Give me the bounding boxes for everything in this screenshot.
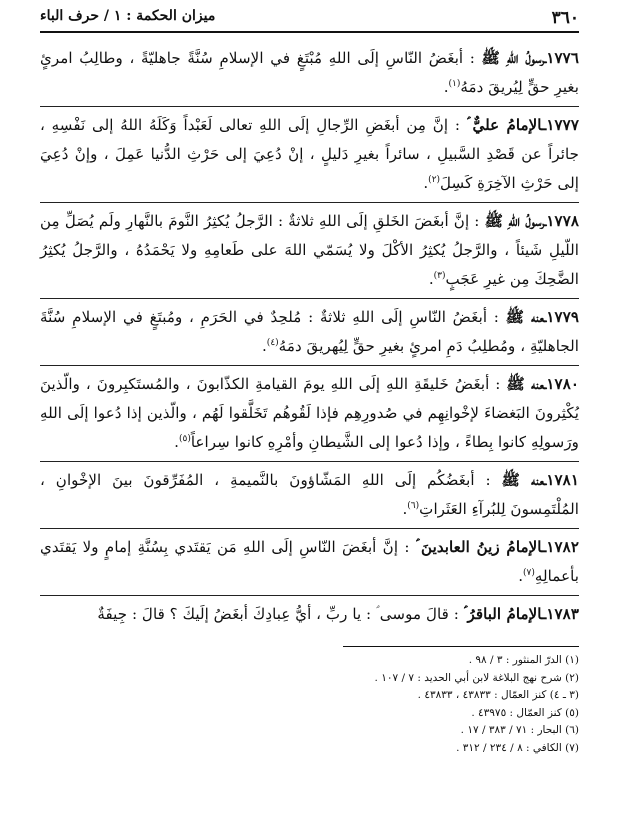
hadith-end: . <box>443 78 449 96</box>
hadith-speaker: الإمامُ عليٌّ ؑ <box>466 116 542 134</box>
page-number: ٣٦٠ <box>551 8 579 28</box>
hadith-entry <box>40 600 579 629</box>
hadith-text: : أبغَضُ خَليقَةِ اللهِ إلَى اللهِ يومَ القيامةِ الكذّابونَ ، والمُستَكبِرونَ ، والّذينَ يُكْثِرونَ البَغضاءَ لإخْوانِهِم في صُدورِهِم فإذا لَقُوهُم تَخَلَّقوا لَهُم ، والّذين إذا دُعوا إلَى اللهِ ورَسولِهِ كانوا بِطاءً ، وإذا دُعوا إلى الشَّيطانِ وأمْرِهِ كانوا سِراعاً <box>40 375 579 451</box>
footnote: (٣ ـ ٤) كنز العمّال : ٤٣٨٣٣ ، ٤٣٨٣٣ . <box>417 689 579 702</box>
entry-divider <box>40 528 579 529</box>
hadith-text: : إنَّ مِن أبغَضِ الرِّجالِ إلَى اللهِ تعالى لَعَبْداً وَكَلَهُ اللهُ إلى نَفْسِهِ ، جائراً عن قَصْدِ السَّبيلِ ، سائراً بغيرِ دَليلٍ ، إنْ دُعِيَ إلى حَرْثِ الدُّنيا عَمِلَ ، وإنْ دُعِيَ إلى حَرْثِ الآخِرَةِ كَسِلَ <box>40 116 579 192</box>
hadith-end: . <box>174 433 179 451</box>
footnote-marker: (٦) <box>407 500 420 511</box>
hadith-entry <box>40 466 579 524</box>
hadith-end: . <box>402 500 408 518</box>
footnote: (٧) الكافي : ٨ / ٢٣٤ / ٣١٢ . <box>456 741 579 754</box>
footnote-marker: (٣) <box>433 270 446 281</box>
hadith-entry <box>40 111 579 198</box>
hadith-text: : قالَ موسى ؑ : يا ربِّ ، أيُّ عِبادِكَ أبغَضُ إلَيكَ ؟ قالَ : جِيفَةٌ <box>97 605 459 623</box>
hadith-speaker: رسولُ اللهِ ﷺ <box>481 49 545 67</box>
hadith-text: : إنَّ أبغَضَ النّاسِ إلَى اللهِ مَن يَقتَدي بِسُنَّةِ إمامٍ ولا يَقتَدي بأعمالِهِ <box>40 538 579 585</box>
hadith-number: ١٧٨٠ـ <box>544 375 580 393</box>
footnote-marker: (١) <box>448 78 461 89</box>
hadith-entry <box>40 303 579 361</box>
hadith-entry <box>40 44 579 102</box>
entry-divider <box>40 365 579 366</box>
footnote: (٥) كنز العمّال : ٤٣٩٧٥ . <box>471 706 579 719</box>
hadith-number: ١٧٨٣ـ <box>541 605 579 623</box>
footnote-marker: (٢) <box>428 174 441 185</box>
entry-divider <box>40 106 579 107</box>
hadith-text: : أبغَضُكُم إلَى اللهِ المَشّاؤونَ بالنَّميمةِ ، المُفَرِّقونَ بينَ الإخْوانِ ، المُلْتَمِسونَ لِلبُرآءِ العَثَراتِ <box>40 471 579 518</box>
hadith-number: ١٧٧٨ـ <box>544 212 580 230</box>
page-header <box>40 6 579 34</box>
hadith-speaker: عنه ﷺ <box>501 471 545 489</box>
hadith-speaker: عنه ﷺ <box>506 375 545 393</box>
hadith-speaker: الإمامُ زينُ العابدينَ ؑ <box>415 538 542 556</box>
hadith-number: ١٧٨٢ـ <box>541 538 579 556</box>
footnote-marker: (٧) <box>523 567 535 578</box>
footnote-marker: (٥) <box>178 433 191 444</box>
hadith-entry <box>40 370 579 457</box>
footnote-marker: (٤) <box>266 337 279 348</box>
header-divider <box>40 31 579 33</box>
entry-divider <box>40 461 579 462</box>
hadith-entry <box>40 207 579 294</box>
hadith-speaker: رسولُ اللهِ ﷺ <box>484 212 545 230</box>
entry-divider <box>40 202 579 203</box>
hadith-text: : إنَّ أبغَضَ الخَلقِ إلَى اللهِ ثلاثةٌ : الرَّجلُ يُكثِرُ النَّومَ بالنَّهارِ ولَم يُصَلِّ مِن اللّيلِ شَيئاً ، والرَّجلُ يُكثِرُ الأكْلَ ولا يُسَمّي اللهَ على طَعامِهِ ولا يَحْمَدُهُ ، والرَّجلُ يُكثِرُ الضَّحِكَ مِن غيرِ عَجَبٍ <box>40 212 579 288</box>
hadith-text: : أبغَضُ النّاسِ إلَى اللهِ ثلاثةٌ : مُلحِدٌ في الحَرَمِ ، ومُبتَغٍ في الإسلامِ سُنَّةَ الجاهليّةِ ، ومُطلِبُ دَمِ امرئٍ بغيرِ حقٍّ لِيُهريقَ دمَهُ <box>40 308 579 355</box>
footnote: (٢) شرح نهج البلاغة لابن أبي الحديد : ٧ / ١٠٧ . <box>374 671 579 684</box>
hadith-end: . <box>423 174 429 192</box>
hadith-end: . <box>261 337 267 355</box>
hadith-speaker: الإمامُ الباقرُ ؑ <box>463 605 542 623</box>
hadith-entry <box>40 533 579 591</box>
entry-divider <box>40 595 579 596</box>
running-title: ميزان الحكمة : ١ / حرف الباء <box>40 8 216 24</box>
footnote: (٦) البحار : ٧١ / ٣٨٣ / ١٧ . <box>460 724 579 737</box>
hadith-number: ١٧٧٧ـ <box>541 116 579 134</box>
footnotes <box>40 652 579 758</box>
hadith-number: ١٧٧٦ـ <box>544 49 579 67</box>
hadith-end: . <box>428 270 434 288</box>
hadith-number: ١٧٧٩ـ <box>544 308 580 326</box>
hadith-speaker: عنه ﷺ <box>505 308 545 326</box>
footnote-divider <box>343 646 579 647</box>
hadith-text: : أبغَضُ النّاسِ إلَى اللهِ مُبْتَغٍ في الإسلامِ سُنَّةً جاهليّةً ، وطالِبُ امرئٍ بغيرِ حقٍّ لِيُريقَ دمَهُ <box>40 49 579 96</box>
entry-divider <box>40 298 579 299</box>
hadith-end: . <box>518 567 524 585</box>
hadith-number: ١٧٨١ـ <box>544 471 579 489</box>
footnote: (١) الدرّ المنثور : ٣ / ٩٨ . <box>468 654 579 666</box>
hadith-list <box>40 44 579 633</box>
